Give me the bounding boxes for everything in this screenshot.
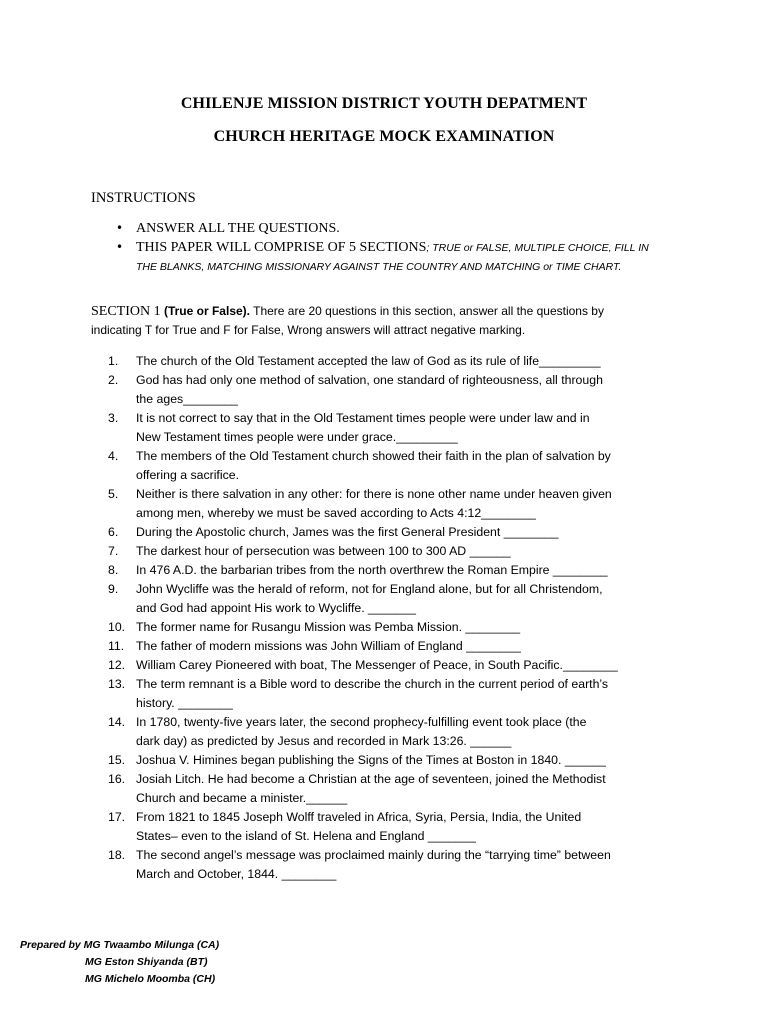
instruction-text: THIS PAPER WILL COMPRISE OF 5 SECTIONS: [136, 240, 427, 255]
instructions-list: [110, 219, 700, 276]
question-number: 10.: [108, 620, 126, 634]
question-item: [108, 675, 688, 713]
question-item: [108, 656, 688, 675]
question-text: From 1821 to 1845 Joseph Wolff traveled in Africa, Syria, Persia, India, the United: [136, 810, 582, 824]
question-text: God has had only one method of salvation, one standard of righteousness, all through: [136, 373, 603, 387]
question-item: [108, 485, 688, 523]
question-number: 12.: [108, 658, 126, 672]
question-item: [108, 751, 688, 770]
question-text: Church and became a minister.______: [136, 791, 348, 805]
question-text: and God had appoint His work to Wycliffe. _______: [136, 601, 416, 615]
question-number: 4.: [108, 449, 119, 463]
question-item: [108, 580, 688, 618]
bullet-icon: •: [116, 240, 124, 254]
question-number: 5.: [108, 487, 119, 501]
prepared-by: [20, 937, 219, 988]
question-text: In 1780, twenty-five years later, the second prophecy-fulfilling event took place (the: [136, 715, 587, 729]
question-text: In 476 A.D. the barbarian tribes from the north overthrew the Roman Empire ________: [136, 563, 608, 577]
instruction-detail: ; TRUE or FALSE, MULTIPLE CHOICE, FILL IN: [426, 242, 649, 254]
question-number: 9.: [108, 582, 119, 596]
question-text: John Wycliffe was the herald of reform, not for England alone, but for all Christendom,: [136, 582, 603, 596]
question-item: [108, 618, 688, 637]
section-1-intro: [91, 302, 651, 340]
question-number: 16.: [108, 772, 126, 786]
section-label: SECTION 1: [91, 304, 161, 319]
question-number: 2.: [108, 373, 119, 387]
question-text: It is not correct to say that in the Old Testament times people were under law and in: [136, 411, 590, 425]
question-number: 6.: [108, 525, 119, 539]
question-text: offering a sacrifice.: [136, 468, 239, 482]
question-text: During the Apostolic church, James was the first General President ________: [136, 525, 559, 539]
instructions-heading: INSTRUCTIONS: [91, 190, 196, 206]
question-item: [108, 561, 688, 580]
question-text: The members of the Old Testament church showed their faith in the plan of salvation by: [136, 449, 611, 463]
question-text: The second angel’s message was proclaimed mainly during the “tarrying time” between: [136, 848, 611, 862]
question-number: 15.: [108, 753, 126, 767]
question-number: 7.: [108, 544, 119, 558]
question-text: New Testament times people were under grace._________: [136, 430, 458, 444]
question-item: [108, 542, 688, 561]
question-number: 17.: [108, 810, 126, 824]
question-text: The darkest hour of persecution was between 100 to 300 AD ______: [136, 544, 511, 558]
question-text: history. ________: [136, 696, 233, 710]
question-item: [108, 352, 688, 371]
preparer-line: Prepared by MG Twaambo Milunga (CA): [20, 939, 220, 951]
question-number: 8.: [108, 563, 119, 577]
question-text: William Carey Pioneered with boat, The Messenger of Peace, in South Pacific.________: [136, 658, 618, 672]
section-type: (True or False).: [163, 304, 250, 318]
document-subtitle: CHURCH HERITAGE MOCK EXAMINATION: [213, 128, 555, 145]
question-text: Joshua V. Himines began publishing the Signs of the Times at Boston in 1840. ______: [136, 753, 606, 767]
question-number: 1.: [108, 354, 119, 368]
question-number: 13.: [108, 677, 126, 691]
section-instruction: indicating T for True and F for False, Wrong answers will attract negative marking.: [91, 323, 526, 337]
question-number: 18.: [108, 848, 126, 862]
question-text: States– even to the island of St. Helena and England _______: [136, 829, 476, 843]
preparer-line: MG Eston Shiyanda (BT): [85, 956, 208, 968]
question-item: [108, 713, 688, 751]
question-number: 11.: [108, 639, 125, 653]
question-item: [108, 846, 688, 884]
question-item: [108, 770, 688, 808]
question-list: [108, 352, 688, 884]
question-text: The father of modern missions was John William of England ________: [136, 639, 521, 653]
section-instruction: There are 20 questions in this section, answer all the questions by: [250, 304, 604, 318]
question-item: [108, 523, 688, 542]
question-number: 3.: [108, 411, 119, 425]
question-text: The term remnant is a Bible word to describe the church in the current period of earth’s: [136, 677, 609, 691]
question-text: among men, whereby we must be saved according to Acts 4:12________: [136, 506, 536, 520]
question-text: dark day) as predicted by Jesus and recorded in Mark 13:26. ______: [136, 734, 512, 748]
document-title: CHILENJE MISSION DISTRICT YOUTH DEPATMENT: [180, 95, 588, 112]
question-item: [108, 808, 688, 846]
instruction-text: ANSWER ALL THE QUESTIONS.: [136, 221, 340, 236]
question-text: The church of the Old Testament accepted the law of God as its rule of life_________: [136, 354, 601, 368]
question-text: The former name for Rusangu Mission was Pemba Mission. ________: [136, 620, 521, 634]
question-text: Josiah Litch. He had become a Christian at the age of seventeen, joined the Methodist: [136, 772, 606, 786]
question-number: 14.: [108, 715, 126, 729]
question-item: [108, 371, 688, 409]
question-text: March and October, 1844. ________: [136, 867, 337, 881]
question-item: [108, 409, 688, 447]
bullet-icon: •: [116, 221, 124, 235]
preparer-line: MG Michelo Moomba (CH): [85, 973, 216, 985]
instruction-item: [110, 238, 700, 276]
question-text: Neither is there salvation in any other: for there is none other name under heaven given: [136, 487, 612, 501]
question-text: the ages________: [136, 392, 238, 406]
question-item: [108, 447, 688, 485]
question-item: [108, 637, 688, 656]
instruction-item: [110, 219, 700, 238]
instruction-detail: THE BLANKS, MATCHING MISSIONARY AGAINST THE COUNTRY AND MATCHING or TIME CHART.: [136, 261, 622, 273]
